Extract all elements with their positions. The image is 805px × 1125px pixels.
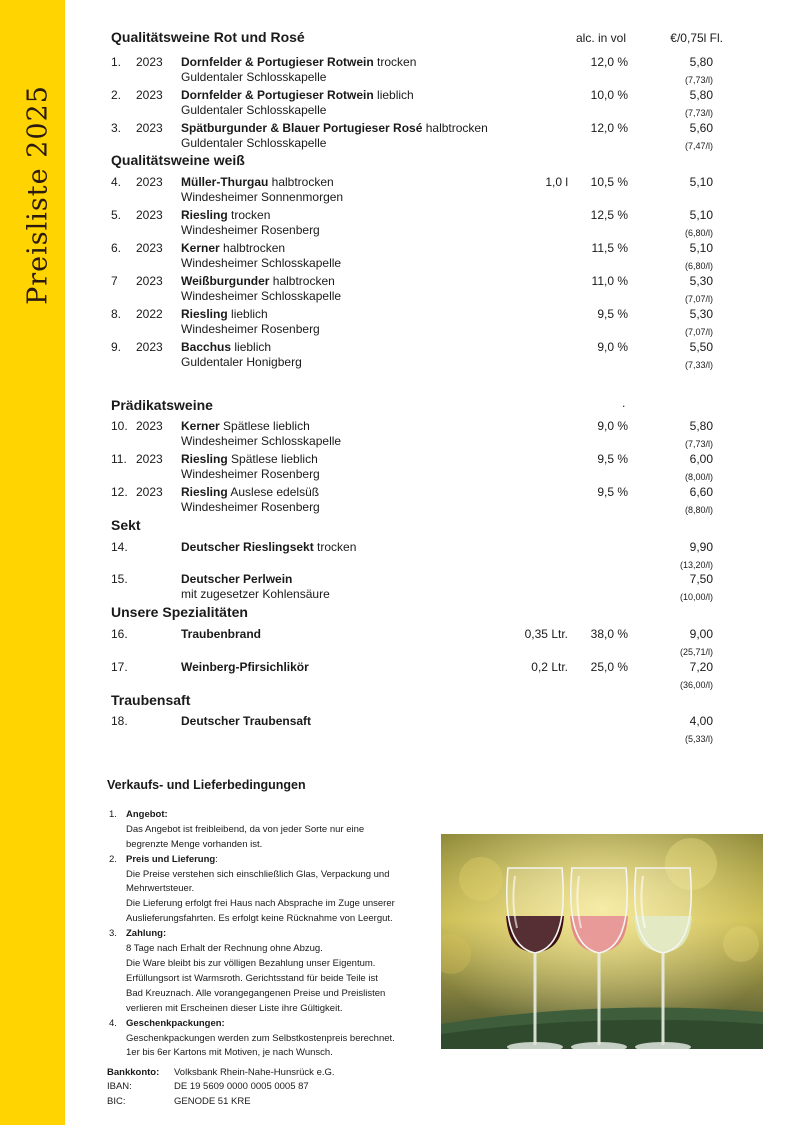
- row-origin: Windesheimer Schlosskapelle: [181, 434, 342, 448]
- col-alc-header: alc. in vol: [576, 31, 627, 45]
- bic-value: GENODE 51 KRE: [174, 1095, 251, 1107]
- row-origin: Windesheimer Rosenberg: [181, 223, 320, 237]
- terms-item-line: Bad Kreuznach. Alle vorangegangenen Preise und Preislisten: [126, 987, 386, 999]
- row-liter-price: (7,73/l): [684, 439, 713, 449]
- row-number: 6.: [111, 241, 122, 255]
- row-liter-price: (7,33/l): [684, 360, 713, 370]
- section-title-sekt: Sekt: [111, 517, 141, 533]
- section-title-saft: Traubensaft: [111, 692, 191, 708]
- wine-row: [111, 714, 713, 744]
- row-name-bold: Weinberg-Pfirsichlikör: [181, 660, 309, 674]
- row-price: 5,80: [689, 55, 713, 69]
- terms-item: [107, 927, 427, 1016]
- row-name-bold: Kerner: [181, 241, 220, 255]
- row-name-bold: Kerner: [181, 419, 220, 433]
- row-origin: Windesheimer Schlosskapelle: [181, 256, 342, 270]
- terms-item-number: 3.: [109, 928, 117, 940]
- row-number: 7: [111, 274, 118, 288]
- row-alcohol: 25,0 %: [590, 660, 628, 674]
- row-price: 5,60: [689, 121, 713, 135]
- row-name: [181, 627, 261, 642]
- row-name-bold: Riesling: [181, 307, 228, 321]
- row-liter-price: (13,20/l): [679, 560, 713, 570]
- row-year: 2022: [136, 307, 163, 321]
- row-liter-price: (7,73/l): [684, 108, 713, 118]
- terms-block: [107, 778, 427, 1061]
- terms-item-number: 1.: [109, 808, 117, 820]
- row-liter-price: (6,80/l): [684, 261, 713, 271]
- row-name-bold: Spätburgunder & Blauer Portugieser Rosé: [181, 121, 423, 135]
- row-price: 5,80: [689, 88, 713, 102]
- terms-item-line: Erfüllungsort ist Warmsroth. Gerichtsstand für beide Teile ist: [126, 972, 378, 984]
- row-liter-price: (25,71/l): [679, 647, 713, 657]
- row-name: [181, 55, 416, 70]
- terms-item-line: Die Ware bleibt bis zur völligen Bezahlung unser Eigentum.: [126, 957, 376, 969]
- terms-item-line: 1er bis 6er Kartons mit Motiven, je nach Wunsch.: [126, 1047, 333, 1059]
- row-price: 5,10: [689, 241, 713, 255]
- bank-label: Bankkonto:: [107, 1067, 160, 1078]
- row-name-bold: Weißburgunder: [181, 274, 270, 288]
- terms-item-line: Die Preise verstehen sich einschließlich Glas, Verpackung und: [126, 868, 390, 880]
- row-name: [181, 485, 319, 500]
- terms-item-line: begrenzte Menge vorhanden ist.: [126, 838, 263, 850]
- row-volume: 0,2 Ltr.: [531, 660, 568, 674]
- row-name-suffix: Auslese edelsüß: [227, 485, 320, 499]
- wine-row: [111, 175, 713, 205]
- row-price: 9,00: [689, 627, 713, 641]
- row-price: 5,30: [689, 307, 713, 321]
- row-price: 5,10: [689, 208, 713, 222]
- row-number: 2.: [111, 88, 122, 102]
- row-name-suffix: halbtrocken: [269, 274, 335, 288]
- terms-list: [107, 808, 427, 1061]
- terms-item: [107, 1017, 427, 1062]
- row-origin: Windesheimer Rosenberg: [181, 467, 320, 481]
- row-number: 12.: [111, 485, 128, 499]
- wine-glasses-photo: [441, 834, 763, 1049]
- row-number: 5.: [111, 208, 122, 222]
- row-name: [181, 452, 318, 467]
- terms-item-line: Auslieferungsfahrten. Es erfolgt keine Rücknahme von Leergut.: [126, 913, 393, 925]
- row-origin: Guldentaler Honigberg: [181, 355, 302, 369]
- row-liter-price: (5,33/l): [684, 734, 713, 744]
- row-alcohol: 12,5 %: [590, 208, 628, 222]
- col-price-header: €/0,75l Fl.: [670, 31, 723, 45]
- section-title-spezial: Unsere Spezialitäten: [111, 604, 248, 620]
- wine-row: [111, 340, 713, 370]
- row-number: 3.: [111, 121, 122, 135]
- row-liter-price: (6,80/l): [684, 228, 713, 238]
- row-liter-price: (7,73/l): [684, 75, 713, 85]
- section-dot: .: [622, 396, 626, 410]
- row-name: [181, 572, 292, 587]
- row-liter-price: (36,00/l): [679, 680, 713, 690]
- row-alcohol: 9,0 %: [597, 340, 628, 354]
- row-alcohol: 11,0 %: [591, 274, 628, 288]
- row-name: [181, 175, 334, 190]
- row-liter-price: (8,00/l): [684, 472, 713, 482]
- row-name-suffix: trocken: [313, 540, 357, 554]
- row-name-suffix: halbtrocken: [219, 241, 286, 255]
- terms-item-title: Preis und Lieferung: [126, 853, 216, 865]
- row-price: 7,50: [689, 572, 713, 586]
- terms-item: [107, 808, 427, 853]
- row-name-bold: Riesling: [181, 485, 228, 499]
- row-name: [181, 274, 335, 289]
- bic-label: BIC:: [107, 1095, 126, 1107]
- row-price: 7,20: [689, 660, 713, 674]
- row-volume: 1,0 l: [545, 175, 568, 189]
- row-alcohol: 9,5 %: [597, 452, 628, 466]
- row-origin: Guldentaler Schlosskapelle: [181, 70, 327, 84]
- row-liter-price: (8,80/l): [684, 505, 713, 515]
- wine-row: [111, 208, 713, 238]
- row-origin: Windesheimer Schlosskapelle: [181, 289, 342, 303]
- row-origin: Windesheimer Sonnenmorgen: [181, 190, 344, 204]
- row-name-suffix: Spätlese lieblich: [219, 419, 310, 433]
- bank-value: Volksbank Rhein-Nahe-Hunsrück e.G.: [174, 1067, 335, 1078]
- row-year: 2023: [136, 88, 163, 102]
- row-number: 18.: [111, 714, 128, 728]
- row-name: [181, 540, 356, 555]
- row-year: 2023: [136, 208, 163, 222]
- row-name-suffix: Spätlese lieblich: [227, 452, 318, 466]
- section-title-praedikat: Prädikatsweine: [111, 397, 213, 413]
- row-price: 5,30: [689, 274, 713, 288]
- iban-value: DE 19 5609 0000 0005 0005 87: [174, 1081, 309, 1093]
- row-name: [181, 88, 414, 103]
- row-number: 15.: [111, 572, 128, 586]
- wine-photo-illustration: [441, 834, 763, 1049]
- row-alcohol: 12,0 %: [590, 121, 628, 135]
- row-year: 2023: [136, 175, 163, 189]
- wine-row: [111, 241, 713, 271]
- row-alcohol: 38,0 %: [590, 627, 628, 641]
- row-number: 1.: [111, 55, 122, 69]
- terms-item-line: Mehrwertsteuer.: [126, 883, 195, 895]
- row-name-suffix: trocken: [227, 208, 271, 222]
- row-name: [181, 121, 488, 136]
- terms-item-line: Die Lieferung erfolgt frei Haus nach Absprache im Zuge unserer: [126, 898, 395, 910]
- row-name-bold: Dornfelder & Portugieser Rotwein: [181, 55, 374, 69]
- row-origin: Windesheimer Rosenberg: [181, 500, 320, 514]
- section-title-white: Qualitätsweine weiß: [111, 152, 245, 168]
- row-name-bold: Müller-Thurgau: [181, 175, 269, 189]
- row-name-bold: Dornfelder & Portugieser Rotwein: [181, 88, 374, 102]
- row-name-suffix: lieblich: [227, 307, 268, 321]
- row-origin: Guldentaler Schlosskapelle: [181, 136, 327, 150]
- header-row: [111, 29, 723, 47]
- row-name: [181, 208, 270, 223]
- row-name: [181, 714, 311, 729]
- row-price: 5,80: [689, 419, 713, 433]
- row-price: 5,50: [689, 340, 713, 354]
- row-year: 2023: [136, 274, 163, 288]
- row-number: 9.: [111, 340, 122, 354]
- row-name-suffix: halbtrocken: [422, 121, 488, 135]
- row-liter-price: (7,07/l): [684, 294, 713, 304]
- row-alcohol: 12,0 %: [590, 55, 628, 69]
- terms-title: Verkaufs- und Lieferbedingungen: [107, 778, 306, 792]
- terms-item-line: Das Angebot ist freibleibend, da von jeder Sorte nur eine: [126, 823, 365, 835]
- wine-row: [111, 572, 713, 602]
- wine-row: [111, 55, 713, 85]
- wine-row: [111, 660, 713, 690]
- terms-item-line: 8 Tage nach Erhalt der Rechnung ohne Abzug.: [126, 943, 323, 955]
- row-origin: Guldentaler Schlosskapelle: [181, 103, 327, 117]
- row-alcohol: 10,5 %: [590, 175, 628, 189]
- wine-row: [111, 88, 713, 118]
- terms-item-title: Geschenkpackungen:: [126, 1017, 225, 1029]
- row-name-bold: Deutscher Perlwein: [181, 572, 293, 586]
- terms-item-number: 2.: [109, 853, 117, 865]
- row-name: [181, 241, 285, 256]
- row-year: 2023: [136, 485, 163, 499]
- row-name-bold: Deutscher Traubensaft: [181, 714, 312, 728]
- row-number: 10.: [111, 419, 128, 433]
- row-name-bold: Riesling: [181, 208, 228, 222]
- row-name: [181, 340, 271, 355]
- terms-item: [107, 853, 427, 928]
- row-number: 14.: [111, 540, 128, 554]
- row-alcohol: 9,5 %: [597, 307, 628, 321]
- row-number: 8.: [111, 307, 122, 321]
- sidebar-stripe: [0, 0, 65, 1125]
- row-name: [181, 660, 309, 675]
- wine-row: [111, 307, 713, 337]
- vertical-title: Preisliste 2025: [22, 85, 54, 305]
- row-alcohol: 9,5 %: [597, 485, 628, 499]
- wine-row: [111, 274, 713, 304]
- row-number: 11.: [111, 452, 127, 466]
- terms-item-title: Angebot:: [126, 808, 168, 820]
- row-number: 16.: [111, 627, 128, 641]
- row-name-bold: Riesling: [181, 452, 228, 466]
- row-price: 6,60: [689, 485, 713, 499]
- row-year: 2023: [136, 121, 163, 135]
- terms-item-line: Geschenkpackungen werden zum Selbstkostenpreis berechnet.: [126, 1032, 395, 1044]
- row-number: 17.: [111, 660, 128, 674]
- wine-row: [111, 121, 713, 151]
- row-volume: 0,35 Ltr.: [524, 627, 568, 641]
- row-origin: mit zugesetzer Kohlensäure: [181, 587, 330, 601]
- wine-row: [111, 452, 713, 482]
- row-number: 4.: [111, 175, 122, 189]
- row-year: 2023: [136, 452, 163, 466]
- terms-item-line: verlieren mit Erscheinen dieser Liste ihre Gültigkeit.: [126, 1002, 343, 1014]
- row-name: [181, 307, 268, 322]
- row-name-bold: Traubenbrand: [181, 627, 262, 641]
- row-liter-price: (10,00/l): [679, 592, 713, 602]
- row-name-suffix: lieblich: [231, 340, 272, 354]
- row-alcohol: 11,5 %: [591, 241, 628, 255]
- row-name-suffix: halbtrocken: [268, 175, 334, 189]
- section-title-red: Qualitätsweine Rot und Rosé: [111, 29, 305, 45]
- row-price: 9,90: [689, 540, 713, 554]
- wine-row: [111, 627, 713, 657]
- row-year: 2023: [136, 419, 163, 433]
- row-name-bold: Deutscher Rieslingsekt: [181, 540, 314, 554]
- wine-row: [111, 419, 713, 449]
- row-name-suffix: trocken: [373, 55, 417, 69]
- row-liter-price: (7,47/l): [684, 141, 713, 151]
- row-price: 6,00: [689, 452, 713, 466]
- iban-label: IBAN:: [107, 1081, 132, 1093]
- row-year: 2023: [136, 55, 163, 69]
- terms-item-title: Zahlung:: [126, 928, 167, 940]
- terms-item-number: 4.: [109, 1017, 117, 1029]
- row-price: 5,10: [689, 175, 713, 189]
- row-alcohol: 9,0 %: [597, 419, 628, 433]
- row-year: 2023: [136, 340, 163, 354]
- row-price: 4,00: [689, 714, 713, 728]
- wine-row: [111, 485, 713, 515]
- terms-item-colon: :: [215, 853, 218, 865]
- row-name-bold: Bacchus: [181, 340, 232, 354]
- row-year: 2023: [136, 241, 163, 255]
- wine-row: [111, 540, 713, 570]
- row-origin: Windesheimer Rosenberg: [181, 322, 320, 336]
- row-name-suffix: lieblich: [373, 88, 414, 102]
- row-name: [181, 419, 310, 434]
- row-liter-price: (7,07/l): [684, 327, 713, 337]
- row-alcohol: 10,0 %: [590, 88, 628, 102]
